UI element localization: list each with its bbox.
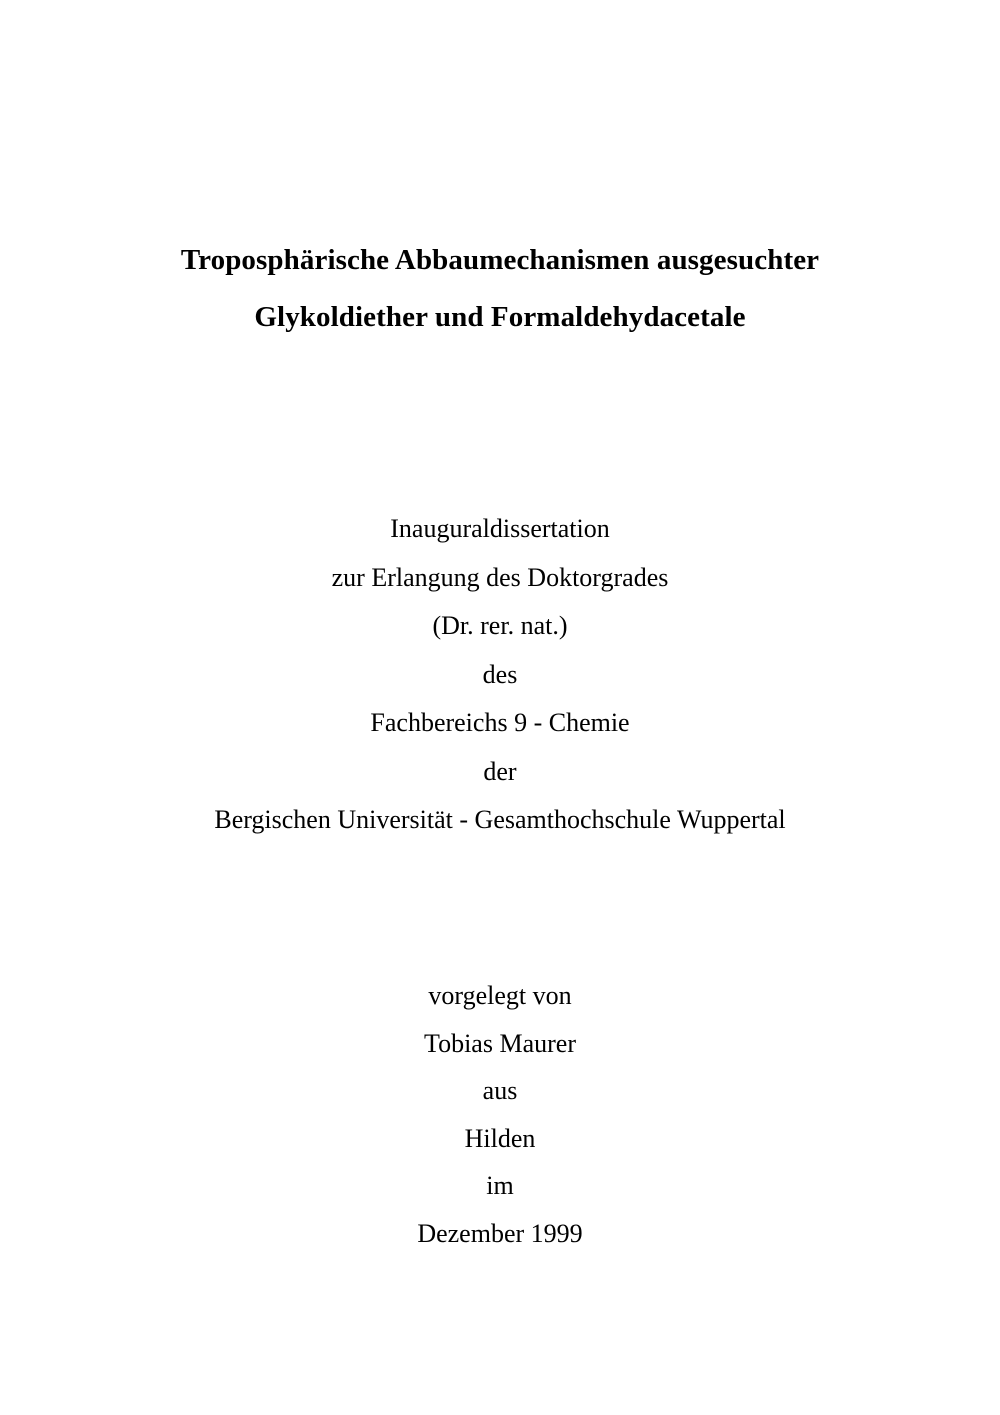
degree-line-3: (Dr. rer. nat.) <box>432 611 568 640</box>
title-line-1: Troposphärische Abbaumechanismen ausgesuchter <box>180 244 820 276</box>
degree-line-2: zur Erlangung des Doktorgrades <box>331 562 669 592</box>
author-origin: Hilden <box>464 1123 536 1153</box>
author-statement <box>0 972 1000 1257</box>
degree-statement <box>0 505 1000 845</box>
author-line-1: vorgelegt von <box>428 981 572 1010</box>
title-line-2: Glykoldiether und Formaldehydacetale <box>254 301 746 333</box>
degree-line-4: des <box>482 659 518 689</box>
author-line-5: im <box>486 1171 514 1200</box>
degree-line-6: der <box>483 756 517 786</box>
submission-date: Dezember 1999 <box>417 1218 583 1248</box>
degree-line-1: Inauguraldissertation <box>390 514 610 543</box>
document-title <box>0 232 1000 346</box>
author-name: Tobias Maurer <box>424 1028 576 1058</box>
degree-line-5: Fachbereichs 9 - Chemie <box>370 708 630 737</box>
degree-line-7: Bergischen Universität - Gesamthochschule Wuppertal <box>214 805 786 834</box>
author-line-3: aus <box>482 1076 518 1105</box>
